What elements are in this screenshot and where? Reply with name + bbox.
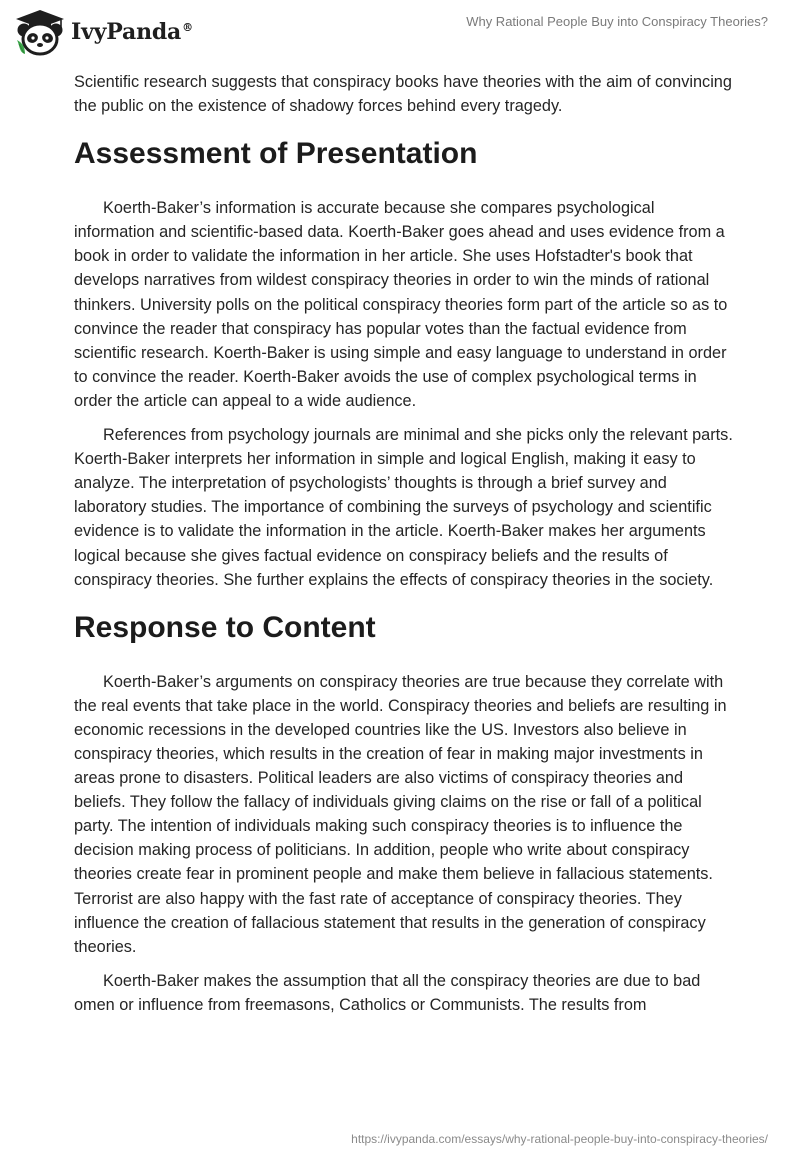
section-heading-assessment: Assessment of Presentation [74,137,478,171]
document-title: Why Rational People Buy into Conspiracy Theories? [466,14,768,29]
response-paragraph-2: Koerth-Baker makes the assumption that all the conspiracy theories are due to bad omen or influence from freemasons, Catholics or Communists. The results from [74,971,701,1014]
essay-content [74,70,734,1027]
response-paragraph-1: Koerth-Baker’s arguments on conspiracy theories are true because they correlate with the real events that take place in the world. Conspiracy theories and beliefs are resulting in economic recessions in the developed countries like the US. Investors also believe in conspiracy theories, which results in the creation of fear in making major investments in areas prone to disasters. Political leaders are also victims of conspiracy theories and beliefs. They follow the fallacy of individuals giving claims on the rise or fall of a political party. The intention of individuals making such conspiracy theories is to influence the decision making process of politicians. In addition, people who write about conspiracy theories create fear in prominent people and make them believe in fallacious statements. Terrorist are also happy with the fast rate of acceptance of conspiracy theories. They influence the creation of fallacious statement that results in the generation of conspiracy theories. [74,672,727,956]
registered-mark: ® [182,20,193,34]
brand-name: IvyPanda® [71,19,193,45]
panda-graduate-icon [14,8,66,56]
page-header [0,0,800,62]
source-url[interactable]: https://ivypanda.com/essays/why-rational-people-buy-into-conspiracy-theories/ [351,1132,768,1146]
intro-paragraph: Scientific research suggests that conspiracy books have theories with the aim of convincing the public on the existence of shadowy forces behind every tragedy. [74,73,732,116]
ivypanda-logo[interactable] [14,7,193,57]
section-heading-response: Response to Content [74,610,376,644]
assessment-paragraph-2: References from psychology journals are minimal and she picks only the relevant parts. Koerth-Baker interprets her information in simple and logical English, making it easy to analyze. The interpretation of psychologists’ thoughts is through a brief survey and laboratory studies. The importance of combining the surveys of psychology and scientific evidence is to validate the information in the article. Koerth-Baker makes her arguments logical because she gives factual evidence on conspiracy beliefs and the results of conspiracy theories. She further explains the effects of conspiracy theories in the society. [74,426,733,589]
assessment-paragraph-1: Koerth-Baker’s information is accurate because she compares psychological information and scientific-based data. Koerth-Baker goes ahead and uses evidence from a book in order to validate the information in her article. She uses Hofstadter's book that develops narratives from wildest conspiracy theories in order to win the minds of rational thinkers. University polls on the political conspiracy theories form part of the article so as to convince the reader that conspiracy has popular votes than the factual evidence from scientific research. Koerth-Baker is using simple and easy language to understand in order to convince the reader. Koerth-Baker avoids the use of complex psychological terms in order the article can appeal to a wide audience. [74,199,728,410]
